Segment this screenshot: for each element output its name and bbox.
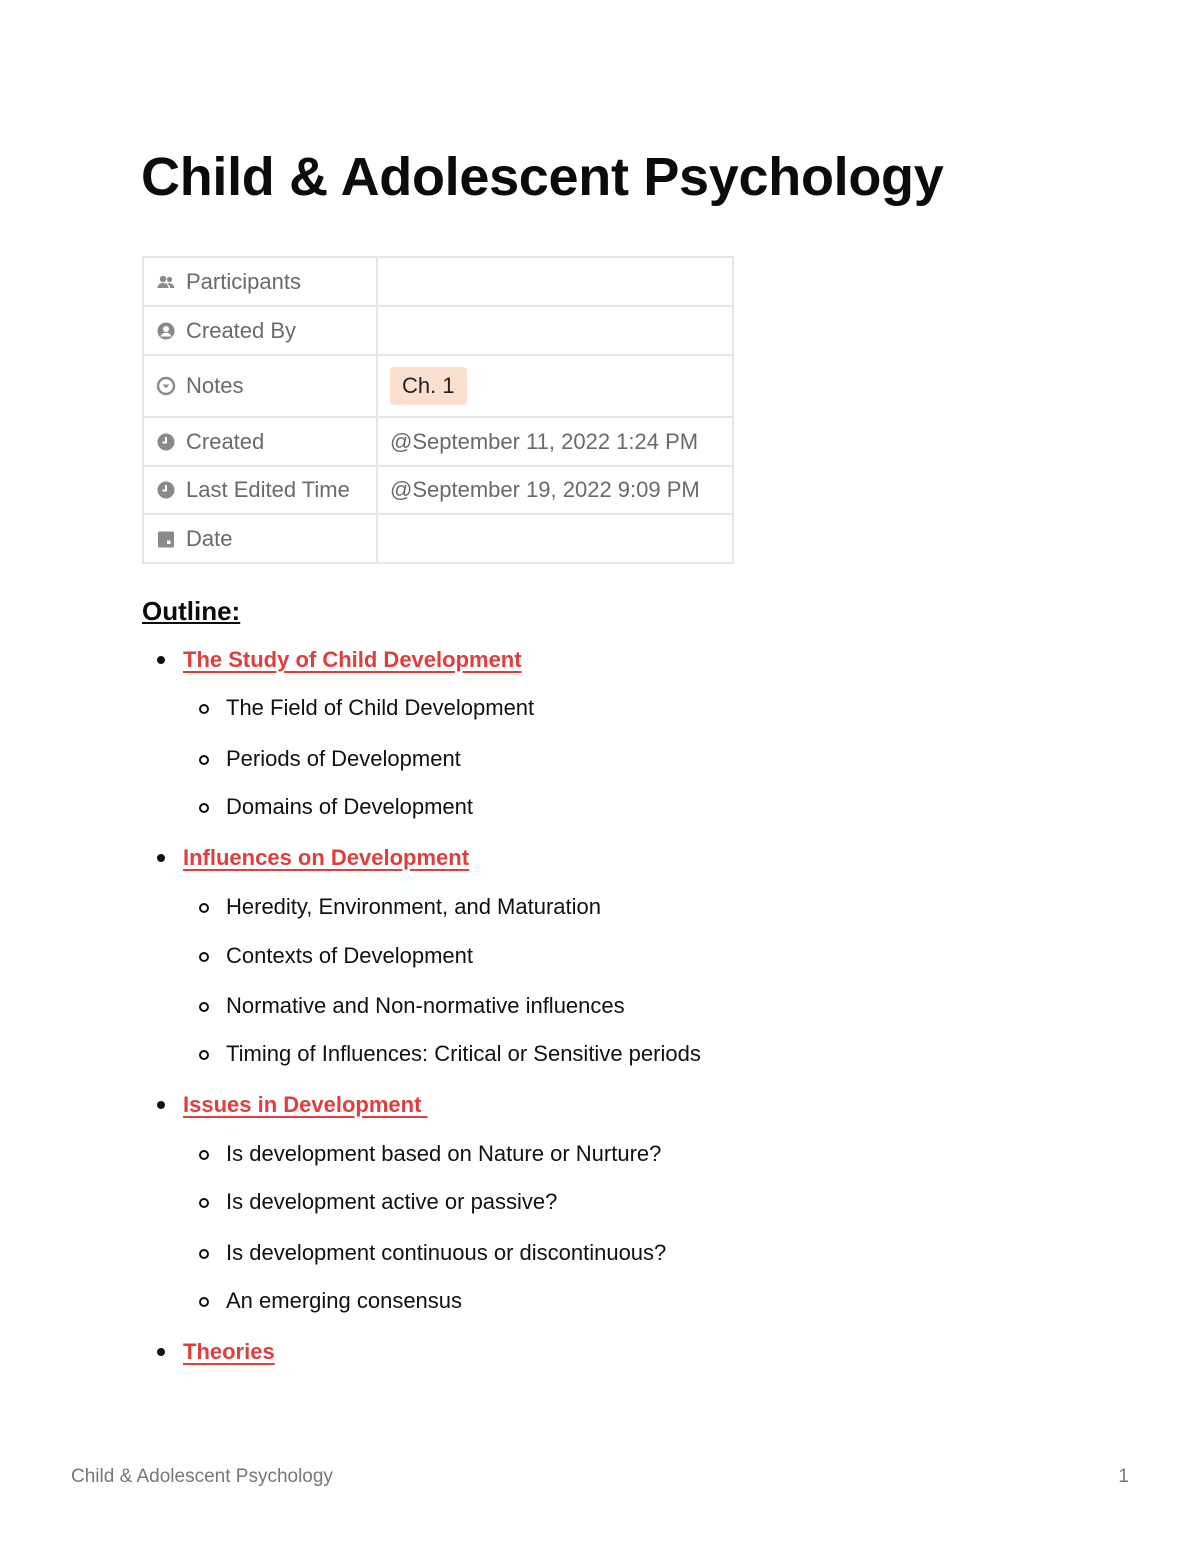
bullet-icon	[157, 854, 165, 862]
property-label: Participants	[186, 268, 301, 294]
sub-bullet-icon	[199, 704, 209, 714]
property-label: Notes	[186, 373, 244, 398]
sub-bullet-icon	[199, 1297, 209, 1307]
outline-item: Normative and Non-normative influences	[226, 993, 625, 1018]
outline-item: Contexts of Development	[226, 943, 474, 968]
sub-bullet-icon	[199, 1050, 209, 1060]
bullet-icon	[157, 1101, 165, 1109]
outline-item: Periods of Development	[226, 746, 461, 771]
outline-item: Timing of Influences: Critical or Sensitive periods	[226, 1041, 701, 1066]
outline-item: Domains of Development	[226, 794, 474, 819]
outline-section-link[interactable]: Issues in Development	[183, 1092, 428, 1117]
property-label: Created	[186, 428, 265, 454]
page-title: Child & Adolescent Psychology	[141, 147, 944, 207]
sub-bullet-icon	[199, 1002, 209, 1012]
property-value[interactable]: @September 19, 2022 9:09 PM	[377, 466, 733, 514]
outline-section-link[interactable]: Influences on Development	[183, 845, 470, 870]
sub-bullet-icon	[199, 1198, 209, 1208]
outline-section-link[interactable]: Theories	[183, 1339, 275, 1364]
outline-heading: Outline:	[142, 596, 241, 626]
sub-bullet-icon	[199, 755, 209, 765]
outline-item: Is development based on Nature or Nurture?	[226, 1141, 662, 1166]
property-value[interactable]: @September 11, 2022 1:24 PM	[377, 417, 733, 466]
bullet-icon	[157, 1348, 165, 1356]
bullet-icon	[157, 656, 165, 664]
property-label: Created By	[186, 317, 297, 343]
outline-item: Heredity, Environment, and Maturation	[226, 894, 601, 919]
property-label: Date	[186, 525, 233, 551]
tag-chip[interactable]: Ch. 1	[390, 367, 467, 405]
sub-bullet-icon	[199, 803, 209, 813]
outline-section-link[interactable]: The Study of Child Development	[183, 647, 522, 672]
property-label: Last Edited Time	[186, 477, 350, 502]
outline-item: Is development continuous or discontinuous?	[226, 1240, 667, 1265]
outline-item: The Field of Child Development	[226, 695, 535, 720]
sub-bullet-icon	[199, 1150, 209, 1160]
footer-title: Child & Adolescent Psychology	[71, 1466, 333, 1487]
outline-item: Is development active or passive?	[226, 1189, 558, 1214]
outline-item: An emerging consensus	[226, 1288, 463, 1313]
page-number: 1	[1118, 1466, 1129, 1487]
sub-bullet-icon	[199, 903, 209, 913]
sub-bullet-icon	[199, 952, 209, 962]
sub-bullet-icon	[199, 1249, 209, 1259]
